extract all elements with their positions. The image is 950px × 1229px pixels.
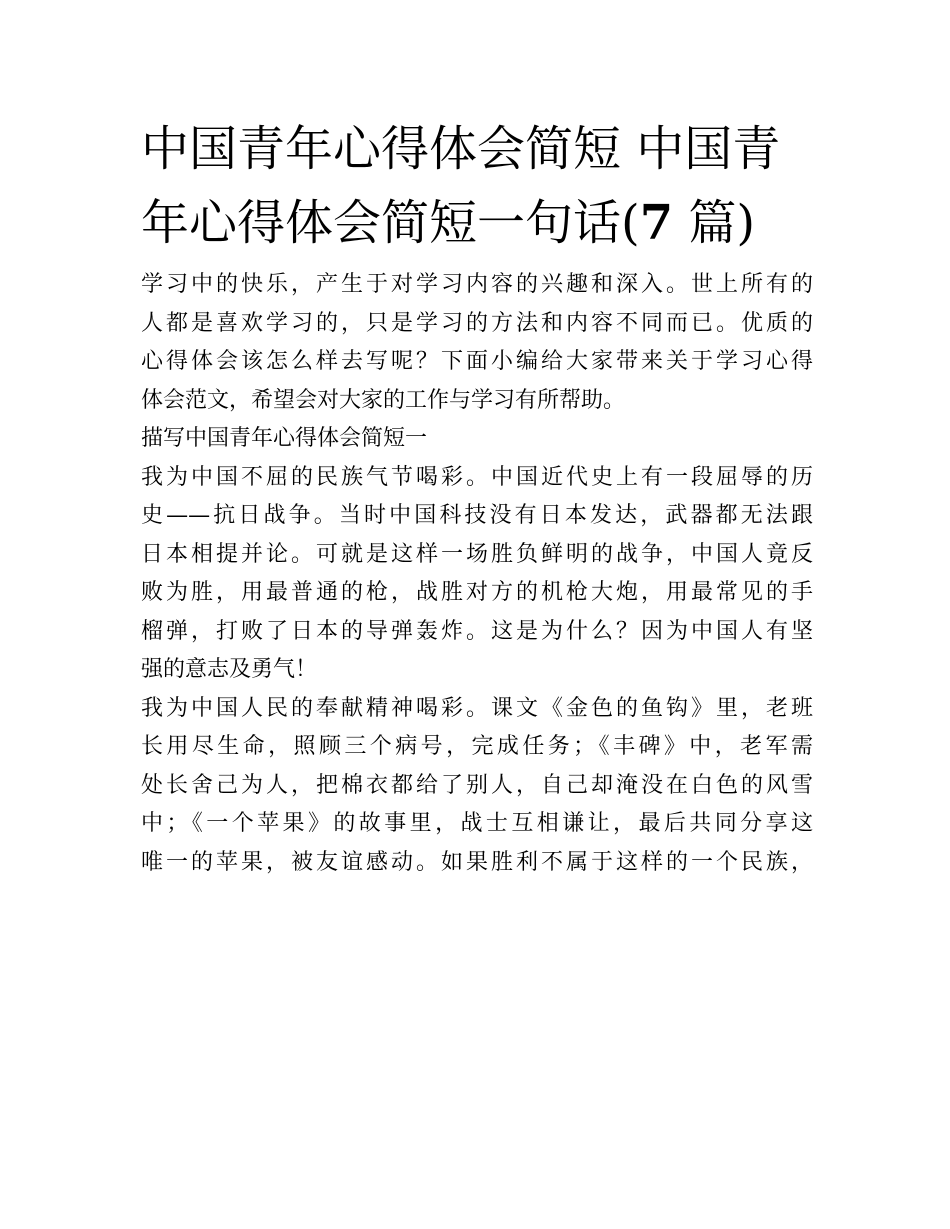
paragraph-line: 长用尽生命，照顾三个病号，完成任务；《丰碑》中，老军需	[141, 734, 813, 759]
title-line-1: 中国青年心得体会简短 中国青	[141, 121, 781, 177]
paragraph-line: 体会范文，希望会对大家的工作与学习有所帮助。	[141, 387, 626, 413]
page-title	[141, 112, 813, 260]
paragraph-national-spirit	[141, 459, 813, 690]
paragraph-line: 处长舍己为人，把棉衣都给了别人，自己却淹没在白色的风雪	[141, 772, 813, 798]
paragraph-line: 史——抗日战争。当时中国科技没有日本发达，武器都无法跟	[141, 503, 813, 528]
title-line-2-text-after: 篇)	[673, 195, 756, 251]
paragraph-intro	[141, 266, 813, 420]
title-line-2-text-before: 年心得体会简短一句话(	[141, 195, 640, 251]
paragraph-line: 人都是喜欢学习的，只是学习的方法和内容不同而已。优质的	[141, 310, 813, 336]
paragraph-line: 榴弹，打败了日本的导弹轰炸。这是为什么？因为中国人有坚	[141, 618, 813, 644]
paragraph-dedication	[141, 690, 813, 883]
document-content	[141, 112, 813, 882]
paragraph-line: 强的意志及勇气！	[141, 657, 318, 682]
paragraph-line: 学习中的快乐，产生于对学习内容的兴趣和深入。世上所有的	[141, 272, 813, 297]
paragraph-line: 败为胜，用最普通的枪，战胜对方的机枪大炮，用最常见的手	[141, 580, 813, 605]
paragraph-line: 日本相提并论。可就是这样一场胜负鲜明的战争，中国人竟反	[141, 541, 813, 567]
title-article-count: 7	[639, 195, 674, 251]
section-heading	[141, 420, 813, 459]
paragraph-line: 我为中国人民的奉献精神喝彩。课文《金色的鱼钩》里，老班	[141, 695, 813, 721]
document-body	[141, 266, 813, 882]
section-heading-text: 描写中国青年心得体会简短一	[141, 426, 428, 451]
paragraph-line: 心得体会该怎么样去写呢？下面小编给大家带来关于学习心得	[141, 349, 813, 374]
paragraph-line: 唯一的苹果，被友谊感动。如果胜利不属于这样的一个民族，	[141, 849, 813, 875]
paragraph-line: 中；《一个苹果》的故事里，战士互相谦让，最后共同分享这	[141, 811, 813, 836]
title-line-2	[141, 186, 813, 260]
paragraph-line: 我为中国不屈的民族气节喝彩。中国近代史上有一段屈辱的历	[141, 464, 813, 490]
